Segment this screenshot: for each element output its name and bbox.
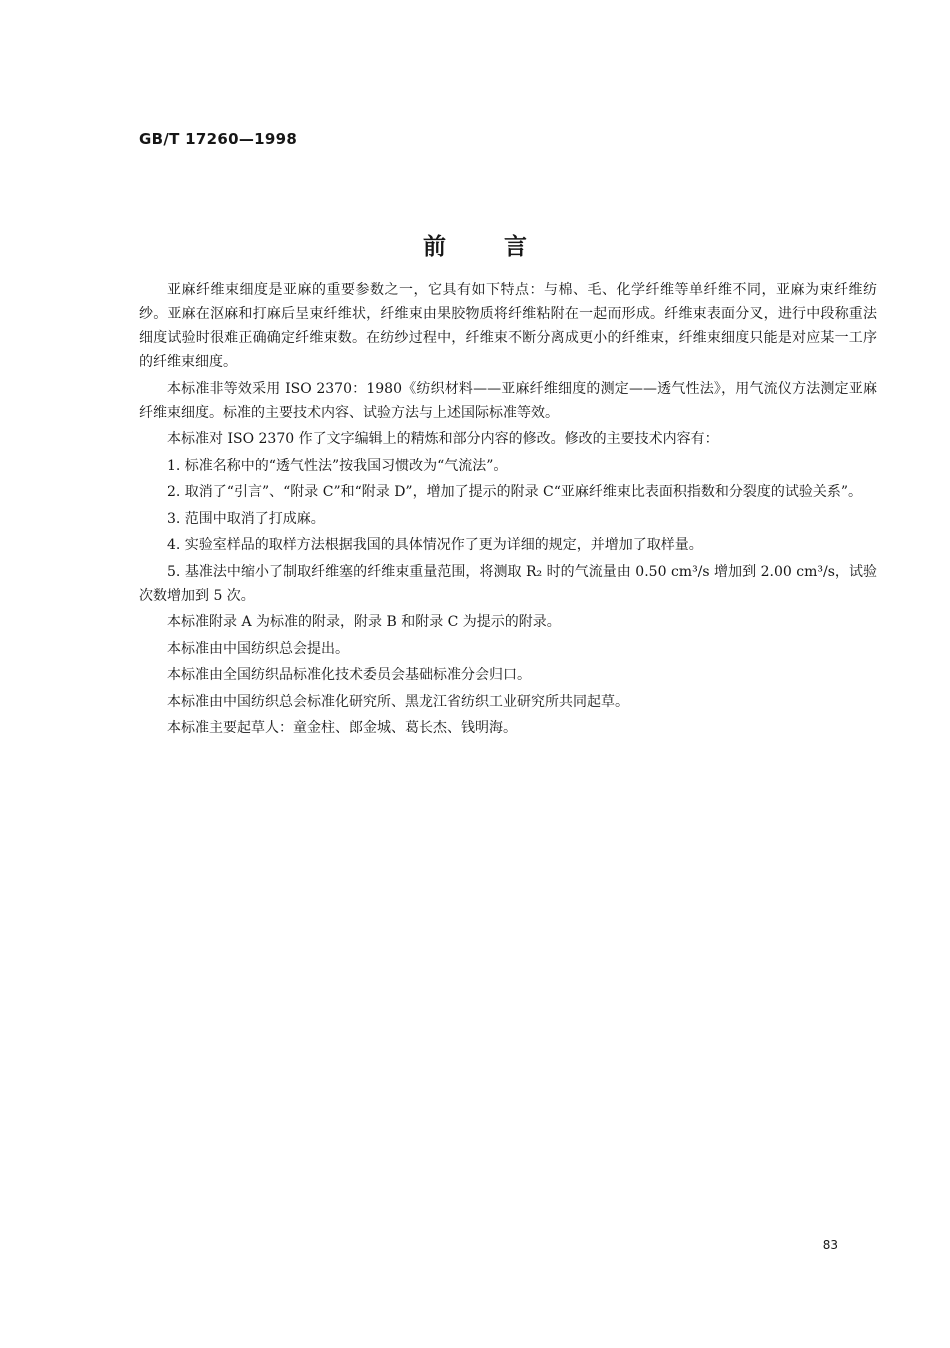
list-item-4: 4. 实验室样品的取样方法根据我国的具体情况作了更为详细的规定，并增加了取样量。 (167, 537, 703, 553)
list-item-2: 2. 取消了“引言”、“附录 C”和“附录 D”，增加了提示的附录 C“亚麻纤维束比表面积指数和分裂度的试验关系”。 (167, 484, 863, 500)
paragraph-drafters: 本标准主要起草人：童金柱、郎金城、葛长杰、钱明海。 (167, 720, 517, 736)
paragraph-administrator: 本标准由全国纺织品标准化技术委员会基础标准分会归口。 (167, 667, 531, 683)
paragraph-appendix: 本标准附录 A 为标准的附录，附录 B 和附录 C 为提示的附录。 (167, 614, 561, 630)
paragraph-proposer: 本标准由中国纺织总会提出。 (167, 640, 349, 657)
paragraph-intro: 亚麻纤维束细度是亚麻的重要参数之一，它具有如下特点：与棉、毛、化学纤维等单纤维不同，亚麻为束纤维纺纱。亚麻在沤麻和打麻后呈束纤维状，纤维束由果胶物质将纤维粘附在一起而形成。纤维束表面分叉，进行中段称重法细度试验时很难正确确定纤维束数。在纺纱过程中，纤维束不断分离成更小的纤维束，纤维束细度只能是对应某一工序的纤维束细度。 (139, 282, 877, 370)
preface-body (139, 278, 877, 743)
list-item-5: 5. 基准法中缩小了制取纤维塞的纤维束重量范围，将测取 R₂ 时的气流量由 0.50 cm³/s 增加到 2.00 cm³/s，试验次数增加到 5 次。 (139, 563, 877, 604)
list-item-3: 3. 范围中取消了打成麻。 (167, 510, 325, 527)
standard-code: GB/T 17260—1998 (139, 130, 298, 148)
paragraph-adoption: 本标准非等效采用 ISO 2370：1980《纺织材料——亚麻纤维细度的测定——透气性法》，用气流仪方法测定亚麻纤维束细度。标准的主要技术内容、试验方法与上述国际标准等效。 (139, 380, 877, 421)
page-title: 前言 (423, 233, 585, 260)
page-number: 83 (822, 1238, 838, 1252)
paragraph-drafting-units: 本标准由中国纺织总会标准化研究所、黑龙江省纺织工业研究所共同起草。 (167, 693, 629, 710)
list-item-1: 1. 标准名称中的“透气性法”按我国习惯改为“气流法”。 (167, 457, 508, 474)
paragraph-modifications: 本标准对 ISO 2370 作了文字编辑上的精炼和部分内容的修改。修改的主要技术内容有： (167, 431, 719, 447)
